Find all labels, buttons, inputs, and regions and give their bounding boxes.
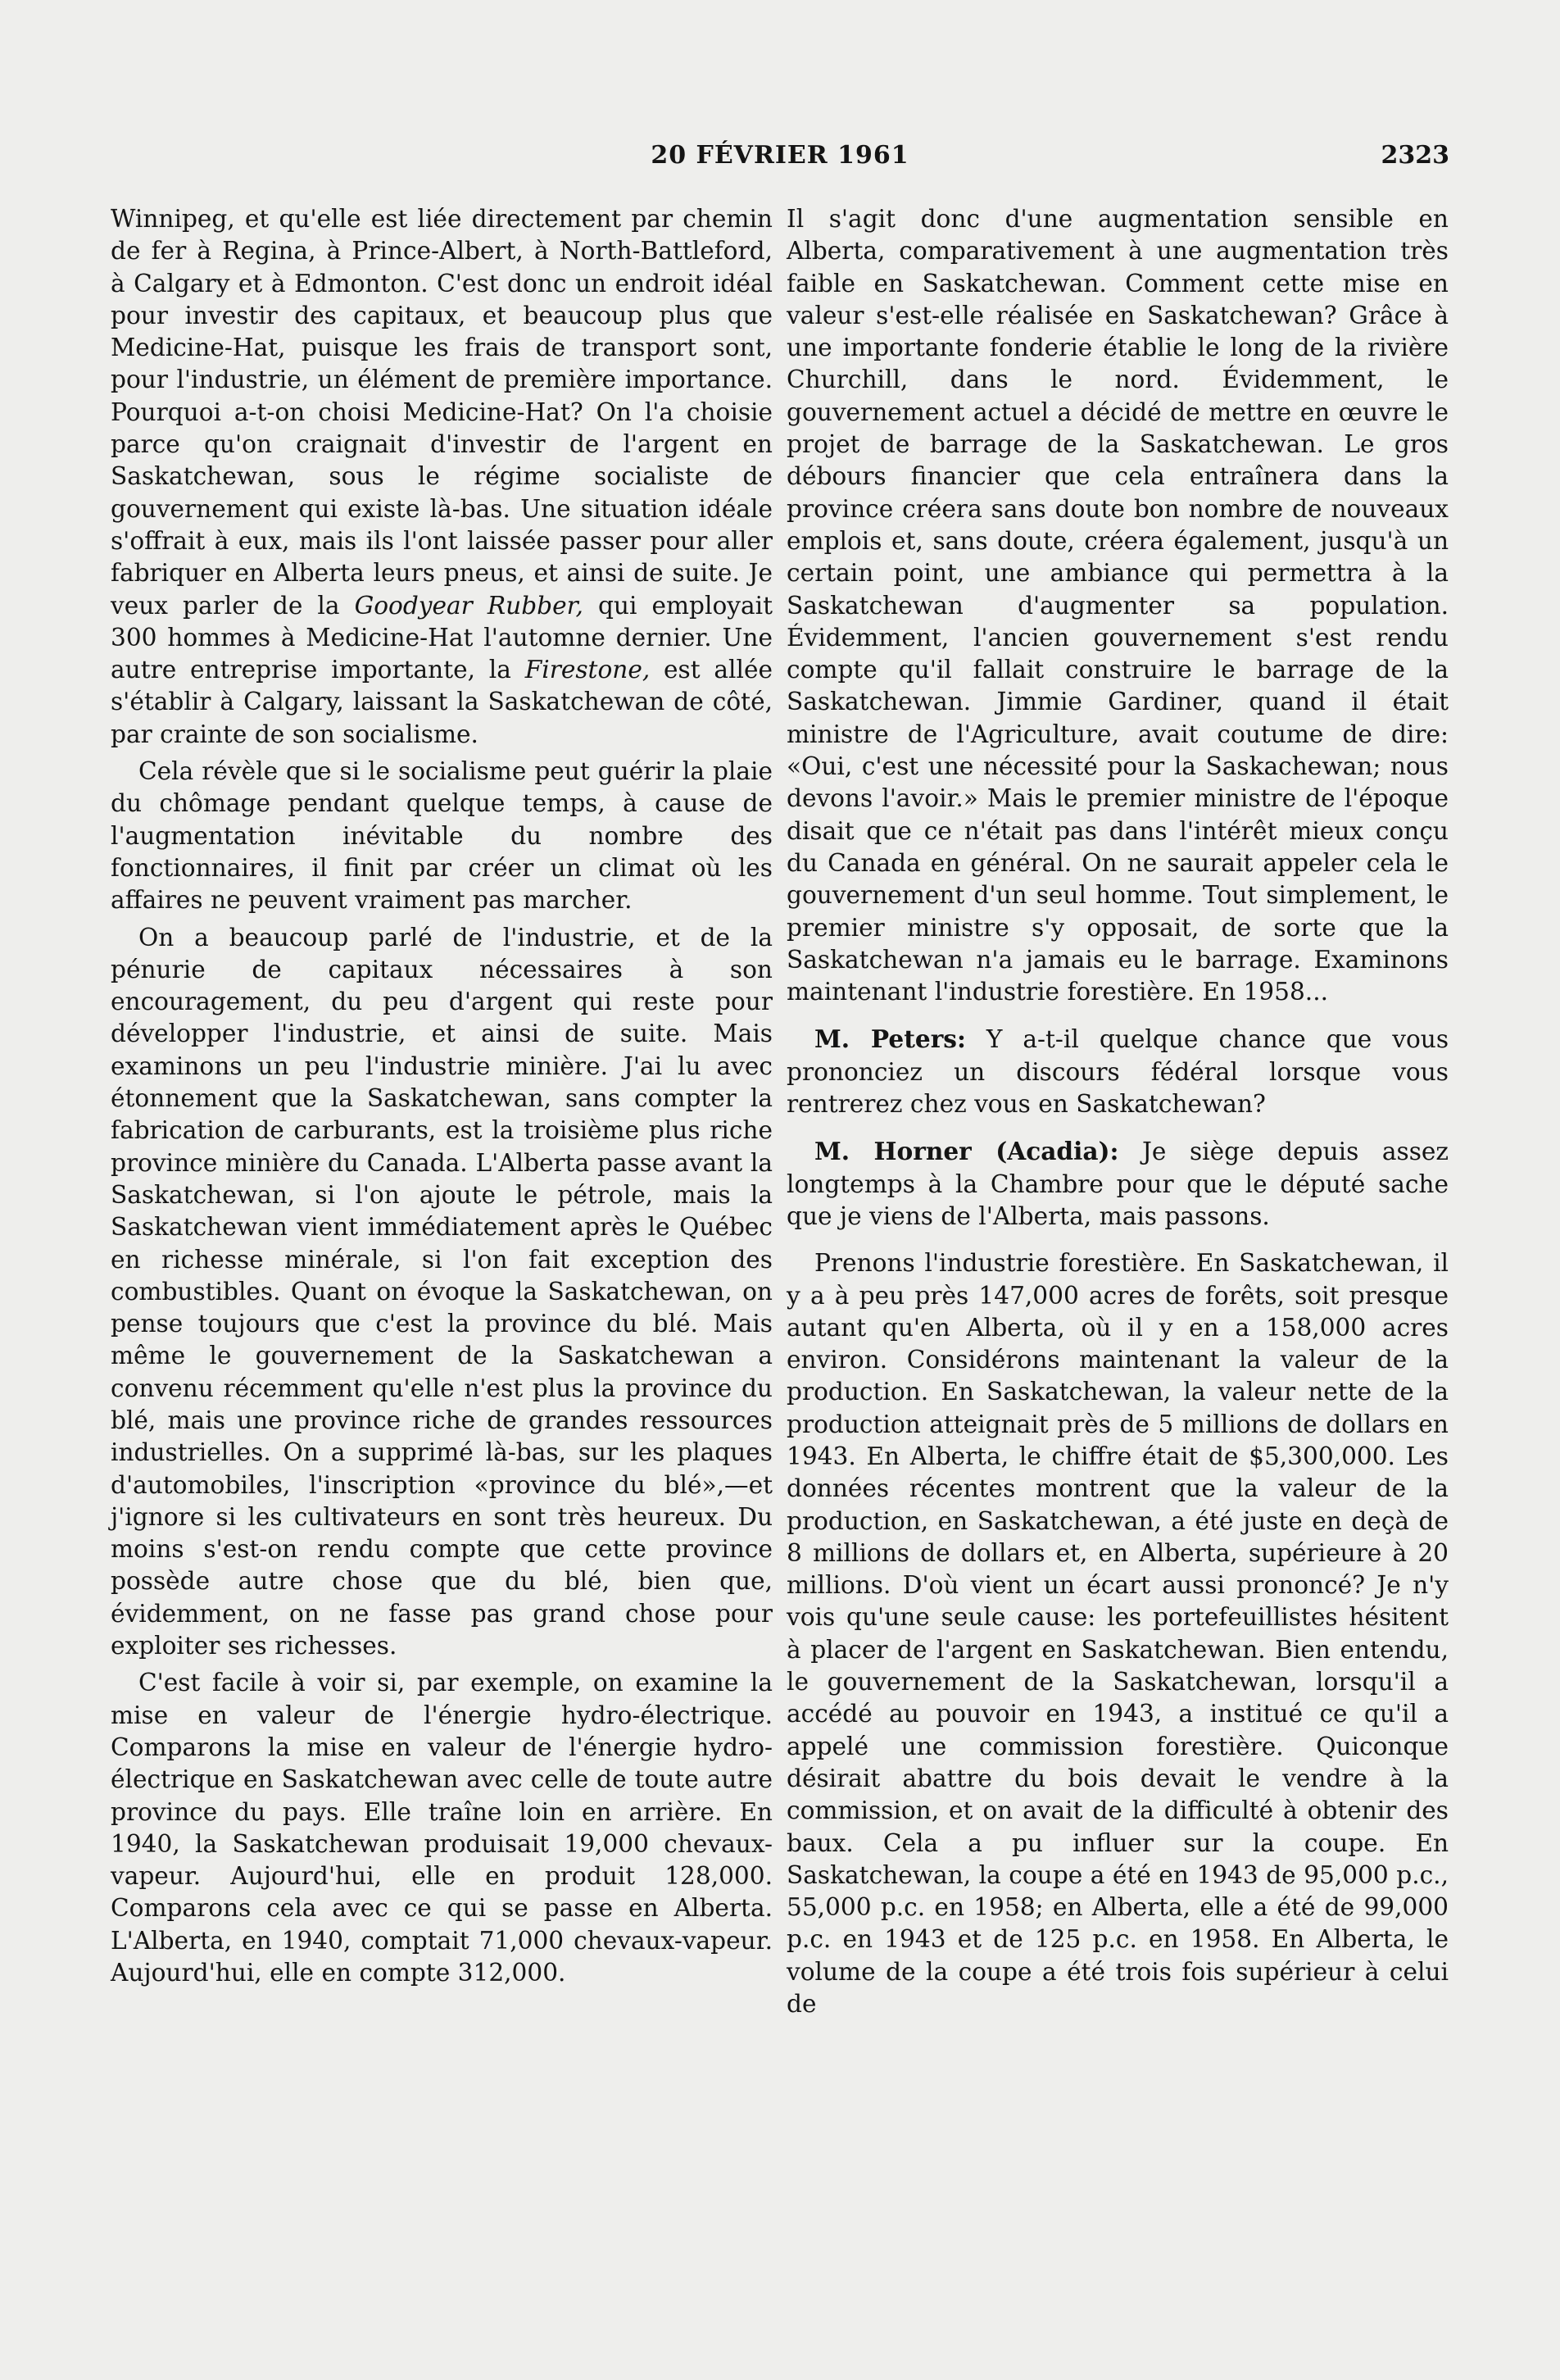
- speech-paragraph: [787, 1135, 1449, 1233]
- page-number: 2323: [1381, 141, 1449, 170]
- left-column: [111, 203, 773, 1989]
- company-name: Firestone,: [524, 656, 651, 684]
- paragraph: On a beaucoup parlé de l'industrie, et de la pénurie de capitaux nécessaires à son encouragement, du peu d'argent qui reste pour développer l'industrie, et ainsi de suite. Mais examinons un peu l'industrie minière. J'ai lu avec étonnement que la Saskatchewan, sans compter la fabrication de carburants, est la troisième plus riche province minière du Canada. L'Alberta passe avant la Saskatchewan, si l'on ajoute le pétrole, mais la Saskatchewan vient immédiatement après le Québec en richesse minérale, si l'on fait exception des combustibles. Quant on évoque la Saskatchewan, on pense toujours que c'est la province du blé. Mais même le gouvernement de la Saskatchewan a convenu récemment qu'elle n'est plus la province du blé, mais une province riche de grandes ressources industrielles. On a supprimé là-bas, sur les plaques d'automobiles, l'inscription «province du blé»,—et j'ignore si les cultivateurs en sont très heureux. Du moins s'est-on rendu compte que cette province possède autre chose que du blé, bien que, évidemment, on ne fasse pas grand chose pour exploiter ses richesses.: [111, 923, 773, 1660]
- paragraph-text: Winnipeg, et qu'elle est liée directement par chemin de fer à Regina, à Prince-Albert, à North-Battleford, à Calgary et à Edmonton. C'est donc un endroit idéal pour investir des capitaux, et beaucoup plus que Medicine-Hat, puisque les frais de transport sont, pour l'industrie, un élément de première importance. Pourquoi a-t-on choisi Medicine-Hat? On l'a choisie parce qu'on craignait d'investir de l'argent en Saskatchewan, sous le régime socialiste de gouvernement qui existe là-bas. Une situation idéale s'offrait à eux, mais ils l'ont laissée passer pour aller fabriquer en Alberta leurs pneus, et ainsi de suite. Je veux parler de la: [111, 205, 773, 620]
- paragraph-text: est allée s'établir à Calgary, laissant la Saskatchewan de côté, par crainte de son socialisme.: [111, 656, 773, 748]
- right-column: [787, 203, 1449, 2020]
- speech-text: Je siège depuis assez longtemps à la Chambre pour que le député sache que je viens de l'Alberta, mais passons.: [787, 1138, 1449, 1230]
- speech-text: Y a-t-il quelque chance que vous prononciez un discours fédéral lorsque vous rentrerez chez vous en Saskatchewan?: [787, 1025, 1449, 1119]
- paragraph: Prenons l'industrie forestière. En Saskatchewan, il y a à peu près 147,000 acres de forêts, soit presque autant qu'en Alberta, où il y en a 158,000 acres environ. Considérons maintenant la valeur de la production. En Saskatchewan, la valeur nette de la production atteignait près de 5 millions de dollars en 1943. En Alberta, le chiffre était de $5,300,000. Les données récentes montrent que la valeur de la production, en Saskatchewan, a été juste en deçà de 8 millions de dollars et, en Alberta, supérieure à 20 millions. D'où vient un écart aussi prononcé? Je n'y vois qu'une seule cause: les portefeuillistes hésitent à placer de l'argent en Saskatchewan. Bien entendu, le gouvernement de la Saskatchewan, lorsqu'il a accédé au pouvoir en 1943, a institué ce qu'il a appelé une commission forestière. Quiconque désirait abattre du bois devait le vendre à la commission, et on avait de la difficulté à obtenir des baux. Cela a pu influer sur la coupe. En Saskatchewan, la coupe a été en 1943 de 95,000 p.c., 55,000 p.c. en 1958; en Alberta, elle a été de 99,000 p.c. en 1943 et de 125 p.c. en 1958. En Alberta, le volume de la coupe a été trois fois supérieur à celui de: [787, 1249, 1449, 2019]
- company-name: Goodyear Rubber,: [354, 591, 583, 620]
- speaker-name: M. Horner (Acadia):: [814, 1137, 1119, 1166]
- paragraph: Cela révèle que si le socialisme peut guérir la plaie du chômage pendant quelque temps, à cause de l'augmentation inévitable du nombre des fonctionnaires, il finit par créer un climat où les affaires ne peuvent vraiment pas marcher.: [111, 757, 773, 915]
- page-header: [111, 141, 1449, 180]
- paragraph: [111, 203, 773, 751]
- speaker-name: M. Peters:: [814, 1024, 966, 1054]
- speech-paragraph: [787, 1023, 1449, 1120]
- paragraph-text: qui employait 300 hommes à Medicine-Hat l'automne dernier. Une autre entreprise importante, la: [111, 591, 773, 684]
- paragraph: C'est facile à voir si, par exemple, on examine la mise en valeur de l'énergie hydro-électrique. Comparons la mise en valeur de l'énergie hydro-électrique en Saskatchewan avec celle de toute autre province du pays. Elle traîne loin en arrière. En 1940, la Saskatchewan produisait 19,000 chevaux-vapeur. Aujourd'hui, elle en produit 128,000. Comparons cela avec ce qui se passe en Alberta. L'Alberta, en 1940, comptait 71,000 chevaux-vapeur. Aujourd'hui, elle en compte 312,000.: [111, 1669, 773, 1987]
- paragraph: Il s'agit donc d'une augmentation sensible en Alberta, comparativement à une augmentation très faible en Saskatchewan. Comment cette mise en valeur s'est-elle réalisée en Saskatchewan? Grâce à une importante fonderie établie le long de la rivière Churchill, dans le nord. Évidemment, le gouvernement actuel a décidé de mettre en œuvre le projet de barrage de la Saskatchewan. Le gros débours financier que cela entraînera dans la province créera sans doute bon nombre de nouveaux emplois et, sans doute, créera également, jusqu'à un certain point, une ambiance qui permettra à la Saskatchewan d'augmenter sa population. Évidemment, l'ancien gouvernement s'est rendu compte qu'il fallait construire le barrage de la Saskatchewan. Jimmie Gardiner, quand il était ministre de l'Agriculture, avait coutume de dire: «Oui, c'est une nécessité pour la Saskachewan; nous devons l'avoir.» Mais le premier ministre de l'époque disait que ce n'était pas dans l'intérêt mieux conçu du Canada en général. On ne saurait appeler cela le gouvernement d'un seul homme. Tout simplement, le premier ministre s'y opposait, de sorte que la Saskatchewan n'a jamais eu le barrage. Examinons maintenant l'industrie forestière. En 1958...: [787, 205, 1449, 1006]
- header-date: 20 FÉVRIER 1961: [651, 141, 909, 170]
